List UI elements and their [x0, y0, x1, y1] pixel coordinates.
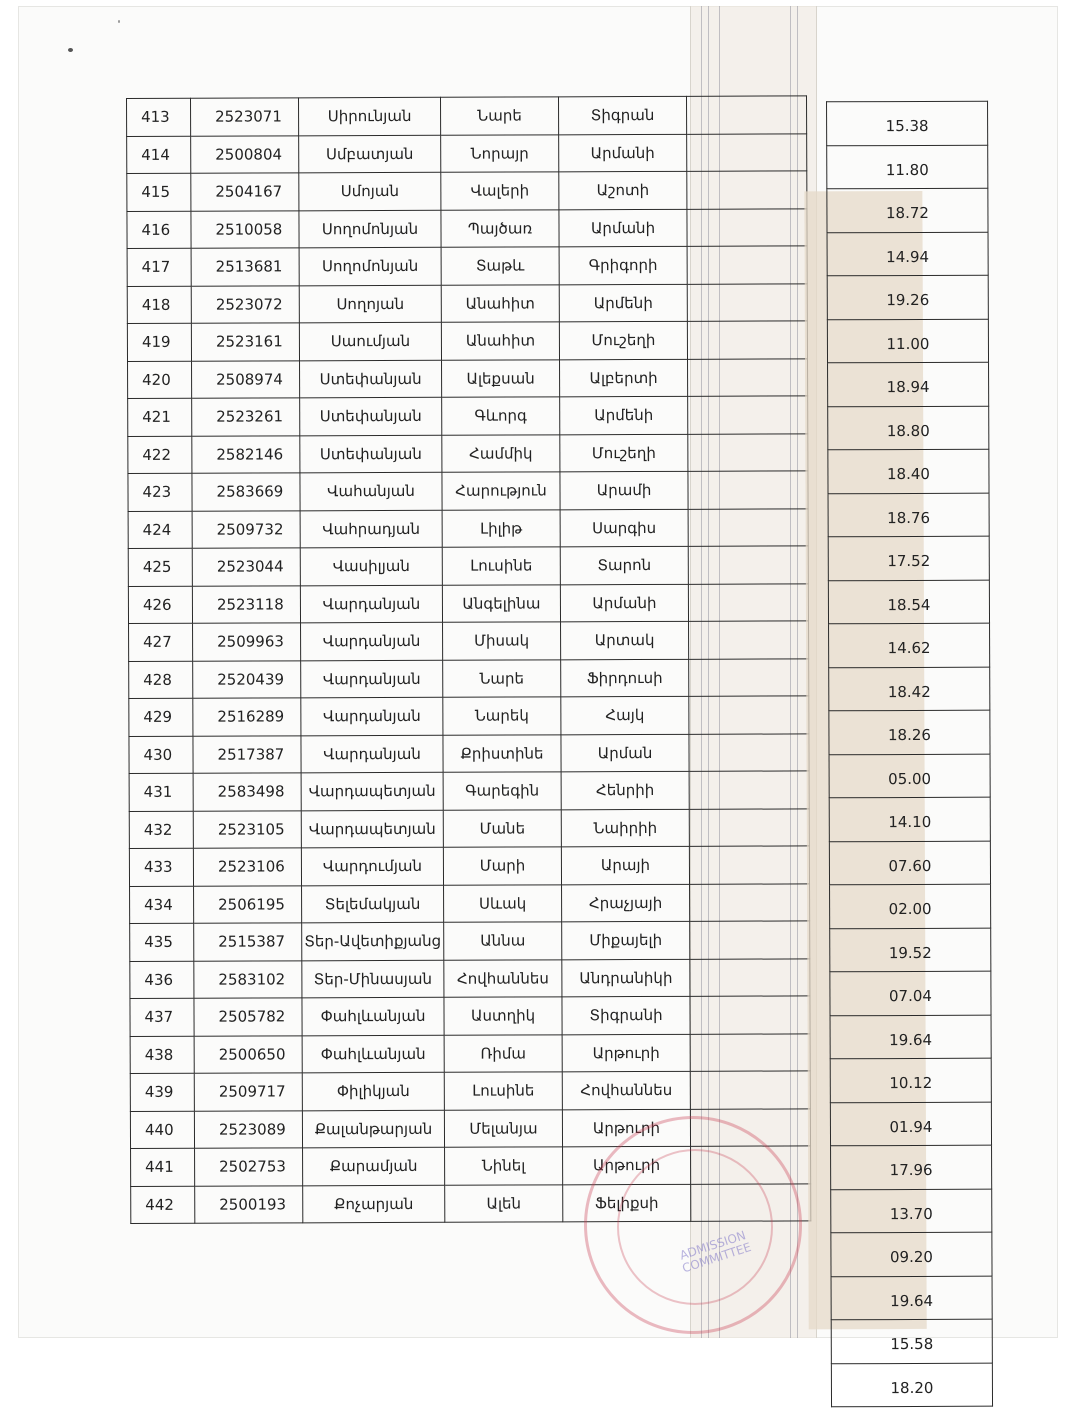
applicant-code-cell: 2523072 — [191, 285, 299, 323]
patronymic-cell: Աշոտի — [559, 171, 687, 209]
surname-cell: Տեր-Մինասյան — [302, 960, 444, 998]
applicant-code-cell: 2500193 — [195, 1185, 303, 1223]
first-name-cell: Ալեքսան — [442, 359, 560, 397]
row-number-cell: 431 — [129, 773, 193, 811]
table-row — [127, 96, 807, 136]
applicants-table — [126, 95, 811, 1224]
score-cell: 18.20 — [831, 1363, 992, 1407]
first-name-cell: Համմիկ — [442, 434, 560, 472]
applicant-code-cell: 2520439 — [193, 660, 301, 698]
score-cell: 15.58 — [831, 1319, 992, 1363]
surname-cell: Փահլևանյան — [302, 1035, 444, 1073]
applicant-code-cell: 2523118 — [192, 585, 300, 623]
covered-cell-cell — [690, 1071, 810, 1109]
ink-speck — [68, 48, 73, 52]
score-cell: 19.64 — [830, 1015, 991, 1059]
applicant-code-cell: 2516289 — [193, 698, 301, 736]
surname-cell: Սողոմոնյան — [299, 247, 441, 285]
table-row — [128, 583, 808, 623]
patronymic-cell: Տիգրան — [558, 96, 686, 134]
first-name-cell: Միսակ — [443, 622, 561, 660]
table-row — [130, 996, 810, 1036]
applicant-code-cell: 2583669 — [192, 473, 300, 511]
applicant-code-cell: 2523089 — [194, 1110, 302, 1148]
score-row — [830, 1102, 991, 1146]
covered-cell-cell — [690, 1033, 810, 1071]
covered-cell-cell — [688, 546, 808, 584]
applicant-code-cell: 2582146 — [192, 435, 300, 473]
score-cell: 19.52 — [830, 928, 991, 972]
applicant-code-cell: 2523105 — [193, 810, 301, 848]
applicant-code-cell: 2508974 — [192, 360, 300, 398]
first-name-cell: Մարի — [443, 847, 561, 885]
patronymic-cell: Նաիրիի — [561, 809, 689, 847]
row-number-cell: 435 — [130, 923, 194, 961]
score-row — [827, 145, 988, 189]
first-name-cell: Անահիտ — [441, 322, 559, 360]
table-row — [127, 133, 807, 173]
patronymic-cell: Արայի — [561, 846, 689, 884]
surname-cell: Փահլևանյան — [302, 997, 444, 1035]
surname-cell: Վահանյան — [300, 472, 442, 510]
covered-cell-cell — [688, 471, 808, 509]
scores-table-body — [827, 101, 993, 1407]
surname-cell: Ստեփանյան — [300, 360, 442, 398]
surname-cell: Վարդապետյան — [301, 810, 443, 848]
applicant-code-cell: 2513681 — [191, 248, 299, 286]
first-name-cell: Քրիստինե — [443, 734, 561, 772]
score-row — [831, 1145, 992, 1189]
patronymic-cell: Արթուրի — [563, 1146, 691, 1184]
applicant-code-cell: 2502753 — [195, 1148, 303, 1186]
row-number-cell: 420 — [128, 361, 192, 399]
row-number-cell: 417 — [127, 248, 191, 286]
score-cell: 18.76 — [828, 493, 989, 537]
row-number-cell: 419 — [127, 323, 191, 361]
score-cell: 18.94 — [828, 362, 989, 406]
row-number-cell: 422 — [128, 436, 192, 474]
covered-cell-cell — [690, 921, 810, 959]
applicant-code-cell: 2509963 — [193, 623, 301, 661]
applicant-code-cell: 2583102 — [194, 960, 302, 998]
score-row — [831, 1276, 992, 1320]
row-number-cell: 442 — [131, 1186, 195, 1224]
score-row — [828, 536, 989, 580]
row-number-cell: 425 — [128, 548, 192, 586]
first-name-cell: Նորայր — [441, 134, 559, 172]
patronymic-cell: Անդրանիկի — [562, 959, 690, 997]
table-row — [130, 883, 810, 923]
score-cell: 14.94 — [827, 232, 988, 276]
applicant-code-cell: 2523071 — [191, 98, 299, 136]
row-number-cell: 440 — [130, 1111, 194, 1149]
scanned-page — [18, 6, 1058, 1397]
covered-cell-cell — [687, 246, 807, 284]
applicant-code-cell: 2510058 — [191, 210, 299, 248]
patronymic-cell: Արմանի — [559, 209, 687, 247]
first-name-cell: Նարեկ — [443, 697, 561, 735]
row-number-cell: 438 — [130, 1036, 194, 1074]
score-row — [828, 362, 989, 406]
table-row — [130, 958, 810, 998]
covered-cell-cell — [689, 733, 809, 771]
score-row — [831, 1232, 992, 1276]
score-cell: 07.60 — [829, 841, 990, 885]
first-name-cell: Անահիտ — [441, 284, 559, 322]
covered-cell-cell — [687, 283, 807, 321]
applicant-code-cell: 2523106 — [193, 848, 301, 886]
table-row — [127, 246, 807, 286]
score-cell: 10.12 — [830, 1058, 991, 1102]
first-name-cell: Նինել — [445, 1147, 563, 1185]
table-row — [128, 471, 808, 511]
score-row — [827, 188, 988, 232]
applicant-code-cell: 2504167 — [191, 173, 299, 211]
row-number-cell: 428 — [129, 661, 193, 699]
table-row — [128, 508, 808, 548]
table-row — [128, 396, 808, 436]
score-cell: 11.80 — [827, 145, 988, 189]
row-number-cell: 421 — [128, 398, 192, 436]
surname-cell: Քոչարյան — [303, 1185, 445, 1223]
surname-cell: Սմոյան — [299, 172, 441, 210]
table-row — [129, 808, 809, 848]
surname-cell: Սմբատյան — [299, 135, 441, 173]
score-row — [831, 1363, 992, 1407]
row-number-cell: 415 — [127, 173, 191, 211]
score-row — [829, 710, 990, 754]
score-cell: 02.00 — [830, 884, 991, 928]
row-number-cell: 436 — [130, 961, 194, 999]
patronymic-cell: Արման — [561, 734, 689, 772]
applicant-code-cell: 2500804 — [191, 135, 299, 173]
covered-cell-cell — [689, 846, 809, 884]
first-name-cell: Լուսինե — [442, 547, 560, 585]
score-row — [830, 1058, 991, 1102]
table-row — [128, 358, 808, 398]
covered-cell-cell — [689, 696, 809, 734]
score-row — [831, 1319, 992, 1363]
applicants-table-body — [127, 96, 811, 1224]
patronymic-cell: Արմենի — [560, 396, 688, 434]
table-row — [128, 433, 808, 473]
patronymic-cell: Հենրիի — [561, 771, 689, 809]
table-row — [129, 696, 809, 736]
score-row — [829, 841, 990, 885]
row-number-cell: 423 — [128, 473, 192, 511]
covered-cell-cell — [687, 208, 807, 246]
surname-cell: Վարդանյան — [301, 735, 443, 773]
score-row — [827, 101, 988, 145]
score-cell: 05.00 — [829, 754, 990, 798]
row-number-cell: 430 — [129, 736, 193, 774]
surname-cell: Քարամյան — [303, 1147, 445, 1185]
patronymic-cell: Ֆելիքսի — [563, 1184, 691, 1222]
patronymic-cell: Հրաչյայի — [562, 884, 690, 922]
table-row — [128, 546, 808, 586]
score-cell: 14.10 — [829, 797, 990, 841]
first-name-cell: Պայծառ — [441, 209, 559, 247]
surname-cell: Վարդանյան — [301, 622, 443, 660]
table-row — [130, 1071, 810, 1111]
patronymic-cell: Արմենի — [559, 284, 687, 322]
score-cell: 11.00 — [827, 319, 988, 363]
covered-cell-cell — [687, 133, 807, 171]
patronymic-cell: Արթուրի — [562, 1109, 690, 1147]
score-row — [830, 884, 991, 928]
table-row — [129, 621, 809, 661]
stamp-inner-ring — [617, 1149, 773, 1305]
patronymic-cell: Արամի — [560, 471, 688, 509]
covered-cell-cell — [690, 958, 810, 996]
score-row — [830, 928, 991, 972]
table-row — [130, 921, 810, 961]
patronymic-cell: Տարոն — [560, 546, 688, 584]
score-cell: 07.04 — [830, 971, 991, 1015]
patronymic-cell: Մուշեղի — [559, 321, 687, 359]
score-row — [827, 319, 988, 363]
patronymic-cell: Գրիգորի — [559, 246, 687, 284]
first-name-cell: Ալեն — [445, 1184, 563, 1222]
score-cell: 18.26 — [829, 710, 990, 754]
first-name-cell: Գևորգ — [442, 397, 560, 435]
score-row — [830, 971, 991, 1015]
stamp-label: ADMISSION COMMITTEE — [677, 1228, 753, 1276]
first-name-cell: Աստղիկ — [444, 997, 562, 1035]
surname-cell: Վարդապետյան — [301, 772, 443, 810]
surname-cell: Վարդումյան — [301, 847, 443, 885]
score-row — [829, 623, 990, 667]
covered-cell-cell — [687, 321, 807, 359]
scores-table — [826, 101, 993, 1408]
row-number-cell: 427 — [129, 623, 193, 661]
applicant-code-cell: 2523161 — [191, 323, 299, 361]
score-cell: 18.72 — [827, 188, 988, 232]
first-name-cell: Ռիմա — [444, 1034, 562, 1072]
covered-cell-cell — [688, 396, 808, 434]
patronymic-cell: Ֆիրդուսի — [561, 659, 689, 697]
patronymic-cell: Արթուրի — [562, 1034, 690, 1072]
covered-cell-cell — [688, 583, 808, 621]
score-cell: 13.70 — [831, 1189, 992, 1233]
applicant-code-cell: 2523261 — [192, 398, 300, 436]
covered-cell-cell — [688, 358, 808, 396]
patronymic-cell: Միքայելի — [562, 921, 690, 959]
first-name-cell: Անգելինա — [442, 584, 560, 622]
row-number-cell: 439 — [130, 1073, 194, 1111]
surname-cell: Ստեփանյան — [300, 397, 442, 435]
score-cell: 17.96 — [831, 1145, 992, 1189]
first-name-cell: Լուսինե — [444, 1072, 562, 1110]
score-row — [831, 1189, 992, 1233]
surname-cell: Քալանթարյան — [302, 1110, 444, 1148]
first-name-cell: Մելանյա — [444, 1109, 562, 1147]
surname-cell: Ստեփանյան — [300, 435, 442, 473]
table-row — [127, 171, 807, 211]
first-name-cell: Աննա — [444, 922, 562, 960]
surname-cell: Վասիլյան — [300, 547, 442, 585]
score-cell: 18.40 — [828, 449, 989, 493]
row-number-cell: 426 — [128, 586, 192, 624]
applicant-code-cell: 2500650 — [194, 1035, 302, 1073]
row-number-cell: 413 — [127, 98, 191, 136]
covered-cell-cell — [690, 996, 810, 1034]
table-row — [127, 283, 807, 323]
table-row — [127, 208, 807, 248]
score-row — [827, 232, 988, 276]
applicant-code-cell: 2583498 — [193, 773, 301, 811]
first-name-cell: Հովհաննես — [444, 959, 562, 997]
table-row — [129, 771, 809, 811]
covered-cell-cell — [686, 96, 806, 134]
row-number-cell: 432 — [129, 811, 193, 849]
table-row — [129, 733, 809, 773]
applicant-code-cell: 2506195 — [194, 885, 302, 923]
first-name-cell: Հարություն — [442, 472, 560, 510]
score-row — [827, 275, 988, 319]
score-row — [829, 667, 990, 711]
surname-cell: Վահրադյան — [300, 510, 442, 548]
first-name-cell: Գարեգին — [443, 772, 561, 810]
first-name-cell: Նարե — [443, 659, 561, 697]
score-row — [828, 449, 989, 493]
surname-cell: Վարդանյան — [301, 697, 443, 735]
first-name-cell: Տաթև — [441, 247, 559, 285]
score-cell: 14.62 — [829, 623, 990, 667]
table-row — [129, 846, 809, 886]
score-row — [830, 1015, 991, 1059]
surname-cell: Սիրունյան — [299, 97, 441, 135]
score-cell: 19.26 — [827, 275, 988, 319]
surname-cell: Տեր-Ավետիքյանց — [302, 922, 444, 960]
covered-cell-cell — [689, 808, 809, 846]
row-number-cell: 437 — [130, 998, 194, 1036]
patronymic-cell: Հայկ — [561, 696, 689, 734]
score-row — [828, 580, 989, 624]
covered-cell-cell — [689, 621, 809, 659]
surname-cell: Տելեմակյան — [302, 885, 444, 923]
row-number-cell: 424 — [128, 511, 192, 549]
applicant-code-cell: 2509732 — [192, 510, 300, 548]
surname-cell: Սողոմոնյան — [299, 210, 441, 248]
first-name-cell: Մանե — [443, 809, 561, 847]
score-cell: 09.20 — [831, 1232, 992, 1276]
table-row — [129, 658, 809, 698]
applicant-code-cell: 2515387 — [194, 923, 302, 961]
covered-cell-cell — [688, 433, 808, 471]
score-cell: 18.80 — [828, 406, 989, 450]
score-row — [828, 493, 989, 537]
score-cell: 18.54 — [828, 580, 989, 624]
row-number-cell: 414 — [127, 136, 191, 174]
applicant-code-cell: 2509717 — [194, 1073, 302, 1111]
row-number-cell: 416 — [127, 211, 191, 249]
patronymic-cell: Սարգիս — [560, 509, 688, 547]
row-number-cell: 429 — [129, 698, 193, 736]
surname-cell: Փիլիկյան — [302, 1072, 444, 1110]
covered-cell-cell — [689, 658, 809, 696]
covered-cell-cell — [687, 171, 807, 209]
applicant-code-cell: 2517387 — [193, 735, 301, 773]
surname-cell: Սողոյան — [299, 285, 441, 323]
surname-cell: Վարդանյան — [301, 660, 443, 698]
row-number-cell: 434 — [130, 886, 194, 924]
covered-cell-cell — [690, 883, 810, 921]
admission-committee-stamp — [584, 1116, 802, 1334]
row-number-cell: 441 — [131, 1148, 195, 1186]
score-row — [828, 406, 989, 450]
score-cell: 18.42 — [829, 667, 990, 711]
surname-cell: Սաումյան — [299, 322, 441, 360]
surname-cell: Վարդանյան — [300, 585, 442, 623]
patronymic-cell: Մուշեղի — [560, 434, 688, 472]
row-number-cell: 433 — [129, 848, 193, 886]
score-cell: 17.52 — [828, 536, 989, 580]
patronymic-cell: Արտակ — [561, 621, 689, 659]
ink-speck — [118, 20, 120, 23]
covered-cell-cell — [688, 508, 808, 546]
patronymic-cell: Արմանի — [559, 134, 687, 172]
table-row — [127, 321, 807, 361]
score-row — [829, 797, 990, 841]
patronymic-cell: Ալբերտի — [560, 359, 688, 397]
table-row — [130, 1033, 810, 1073]
first-name-cell: Լիլիթ — [442, 509, 560, 547]
score-row — [829, 754, 990, 798]
applicant-code-cell: 2505782 — [194, 998, 302, 1036]
first-name-cell: Սևակ — [444, 884, 562, 922]
applicant-code-cell: 2523044 — [192, 548, 300, 586]
patronymic-cell: Հովհաննես — [562, 1071, 690, 1109]
score-cell: 19.64 — [831, 1276, 992, 1320]
score-cell: 01.94 — [830, 1102, 991, 1146]
patronymic-cell: Արմանի — [560, 584, 688, 622]
patronymic-cell: Տիգրանի — [562, 996, 690, 1034]
first-name-cell: Նարե — [440, 97, 558, 135]
score-cell: 15.38 — [827, 101, 988, 145]
covered-cell-cell — [689, 771, 809, 809]
row-number-cell: 418 — [127, 286, 191, 324]
first-name-cell: Վալերի — [441, 172, 559, 210]
